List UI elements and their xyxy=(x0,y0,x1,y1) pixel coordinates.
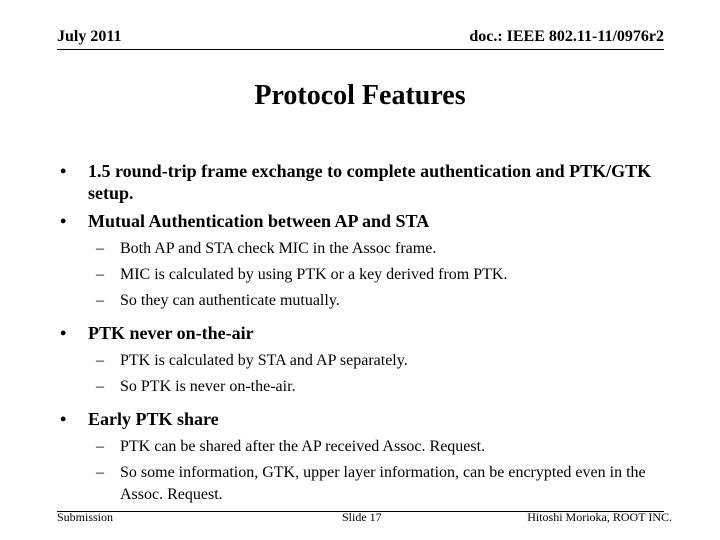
footer-submission: Submission xyxy=(57,510,114,524)
sub-bullet-item xyxy=(60,462,660,506)
bullet-marker: • xyxy=(60,323,67,343)
sub-bullet-marker: – xyxy=(96,378,104,395)
footer-author: Hitoshi Morioka, ROOT INC. xyxy=(527,510,672,524)
sub-bullet-text: So PTK is never on-the-air. xyxy=(120,378,296,395)
sub-bullet-text: Both AP and STA check MIC in the Assoc frame. xyxy=(120,240,437,257)
sub-bullet-marker: – xyxy=(96,438,104,455)
sub-bullet-item xyxy=(60,238,660,260)
sub-bullet-item xyxy=(60,264,660,286)
sub-bullet-text: PTK can be shared after the AP received Assoc. Request. xyxy=(120,438,486,455)
header-rule xyxy=(57,49,664,50)
sub-bullet-list xyxy=(60,350,660,398)
sub-bullet-text: PTK is calculated by STA and AP separately. xyxy=(120,352,408,369)
slide-title: Protocol Features xyxy=(254,80,466,111)
sub-bullet-marker: – xyxy=(96,240,104,257)
bullet-item xyxy=(60,322,660,344)
bullet-text: PTK never on-the-air xyxy=(88,323,254,343)
bullet-text: 1.5 round-trip frame exchange to complete authentication and PTK/GTK setup. xyxy=(88,161,652,203)
bullet-item xyxy=(60,210,660,232)
sub-bullet-item xyxy=(60,290,660,312)
sub-bullet-marker: – xyxy=(96,352,104,369)
sub-bullet-text: So they can authenticate mutually. xyxy=(120,292,340,309)
bullet-item xyxy=(60,160,660,204)
bullet-text: Early PTK share xyxy=(88,409,219,429)
sub-bullet-marker: – xyxy=(96,464,104,481)
bullet-item xyxy=(60,408,660,430)
sub-bullet-item xyxy=(60,376,660,398)
sub-bullet-list xyxy=(60,238,660,312)
sub-bullet-item xyxy=(60,436,660,458)
sub-bullet-text: So some information, GTK, upper layer information, can be encrypted even in the Assoc. Request. xyxy=(120,464,646,503)
bullet-marker: • xyxy=(60,161,67,181)
sub-bullet-marker: – xyxy=(96,266,104,283)
sub-bullet-item xyxy=(60,350,660,372)
header-date: July 2011 xyxy=(57,28,122,45)
footer-slide-number: Slide 17 xyxy=(342,510,382,524)
sub-bullet-list xyxy=(60,436,660,506)
bullet-marker: • xyxy=(60,409,67,429)
bullet-text: Mutual Authentication between AP and STA xyxy=(88,211,430,231)
sub-bullet-text: MIC is calculated by using PTK or a key derived from PTK. xyxy=(120,266,508,283)
bullet-list xyxy=(60,160,660,516)
sub-bullet-marker: – xyxy=(96,292,104,309)
header-doc-id: doc.: IEEE 802.11-11/0976r2 xyxy=(469,28,664,45)
bullet-marker: • xyxy=(60,211,67,231)
